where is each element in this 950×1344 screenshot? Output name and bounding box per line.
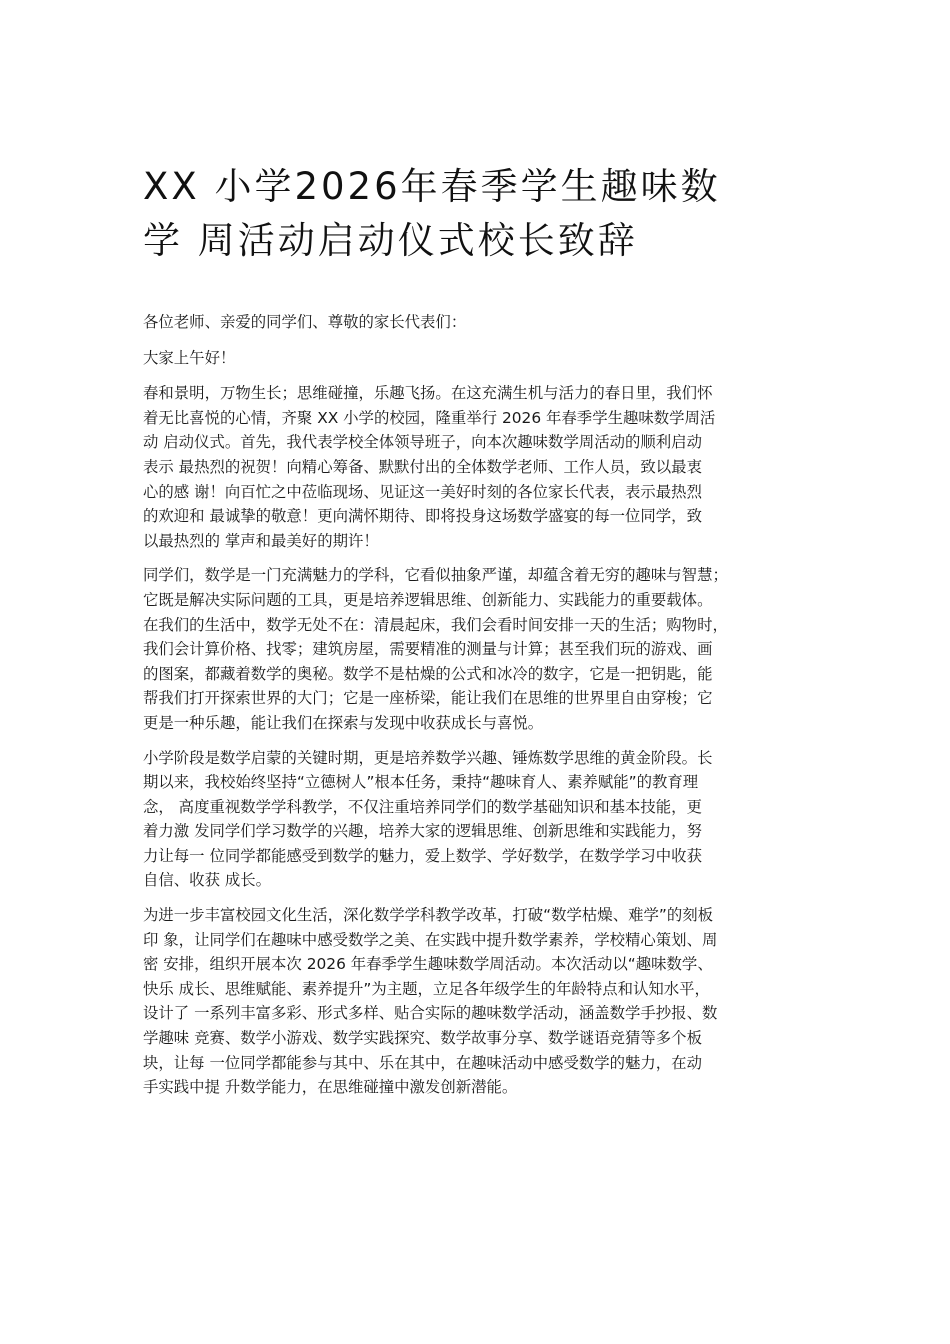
greeting bbox=[143, 346, 823, 371]
salutation bbox=[143, 310, 823, 335]
paragraph-line: 以最热烈的 掌声和最美好的期许！ bbox=[143, 531, 379, 550]
paragraph-line: 为进一步丰富校园文化生活，深化数学学科教学改革，打破“数学枯燥、难学”的刻板 bbox=[143, 906, 714, 925]
paragraph-line: 期以来，我校始终坚持“立德树人”根本任务，秉持“趣味育人、素养赋能”的教育理 bbox=[143, 773, 699, 792]
paragraph-line: 着力激 发同学们学习数学的兴趣，培养大家的逻辑思维、创新思维和实践能力，努 bbox=[143, 822, 702, 841]
paragraph-line: 心的感 谢！向百忙之中莅临现场、见证这一美好时刻的各位家长代表，表示最热烈 bbox=[143, 482, 702, 501]
paragraph-school-philosophy bbox=[143, 746, 823, 894]
paragraph-line: 在我们的生活中，数学无处不在：清晨起床，我们会看时间安排一天的生活；购物时， bbox=[143, 615, 728, 634]
paragraph-line: 表示 最热烈的祝贺！向精心筹备、默默付出的全体数学老师、工作人员，致以最衷 bbox=[143, 457, 702, 476]
title-line: XX 小学2026年春季学生趣味数 bbox=[143, 165, 721, 208]
paragraph-line: 同学们，数学是一门充满魅力的学科，它看似抽象严谨，却蕴含着无穷的趣味与智慧； bbox=[143, 566, 728, 585]
paragraph-math-charm bbox=[143, 563, 823, 735]
greeting-text: 大家上午好！ bbox=[143, 348, 236, 367]
paragraph-line: 动 启动仪式。首先，我代表学校全体领导班子，向本次趣味数学周活动的顺利启动 bbox=[143, 433, 702, 452]
paragraph-line: 的欢迎和 最诚挚的敬意！更向满怀期待、即将投身这场数学盛宴的每一位同学，致 bbox=[143, 507, 702, 526]
paragraph-line: 自信、收获 成长。 bbox=[143, 871, 272, 890]
paragraph-line: 春和景明，万物生长；思维碰撞，乐趣飞扬。在这充满生机与活力的春日里，我们怀 bbox=[143, 384, 713, 403]
paragraph-line: 密 安排，组织开展本次 2026 年春季学生趣味数学周活动。本次活动以“趣味数学、 bbox=[143, 955, 713, 974]
paragraph-line: 力让每一 位同学都能感受到数学的魅力，爱上数学、学好数学，在数学学习中收获 bbox=[143, 846, 702, 865]
paragraph-line: 小学阶段是数学启蒙的关键时期，更是培养数学兴趣、锤炼数学思维的黄金阶段。长 bbox=[143, 748, 713, 767]
paragraph-line: 设计了 一系列丰富多彩、形式多样、贴合实际的趣味数学活动，涵盖数学手抄报、数 bbox=[143, 1004, 718, 1023]
paragraph-activity-plan bbox=[143, 903, 823, 1100]
paragraph-line: 学趣味 竞赛、数学小游戏、数学实践探究、数学故事分享、数学谜语竞猜等多个板 bbox=[143, 1029, 702, 1048]
paragraph-opening bbox=[143, 381, 823, 553]
paragraph-line: 快乐 成长、思维赋能、素养提升”为主题，立足各年级学生的年龄特点和认知水平， bbox=[143, 979, 710, 998]
document-body bbox=[143, 310, 823, 1100]
paragraph-line: 块，让每 一位同学都能参与其中、乐在其中，在趣味活动中感受数学的魅力，在动 bbox=[143, 1053, 702, 1072]
paragraph-line: 我们会计算价格、找零；建筑房屋，需要精准的测量与计算；甚至我们玩的游戏、画 bbox=[143, 640, 713, 659]
paragraph-line: 念， 高度重视数学学科教学，不仅注重培养同学们的数学基础知识和基本技能，更 bbox=[143, 797, 702, 816]
title-line: 学 周活动启动仪式校长致辞 bbox=[143, 219, 638, 262]
document-title bbox=[143, 160, 823, 268]
salutation-text: 各位老师、亲爱的同学们、尊敬的家长代表们： bbox=[143, 313, 467, 331]
paragraph-line: 的图案，都藏着数学的奥秘。数学不是枯燥的公式和冰冷的数字，它是一把钥匙，能 bbox=[143, 664, 713, 683]
paragraph-line: 帮我们打开探索世界的大门；它是一座桥梁，能让我们在思维的世界里自由穿梭；它 bbox=[143, 689, 713, 708]
paragraph-line: 它既是解决实际问题的工具，更是培养逻辑思维、创新能力、实践能力的重要载体。 bbox=[143, 590, 713, 609]
paragraph-line: 印 象，让同学们在趣味中感受数学之美、在实践中提升数学素养，学校精心策划、周 bbox=[143, 930, 718, 949]
paragraph-line: 更是一种乐趣，能让我们在探索与发现中收获成长与喜悦。 bbox=[143, 713, 544, 732]
paragraph-line: 着无比喜悦的心情，齐聚 XX 小学的校园，隆重举行 2026 年春季学生趣味数学周活 bbox=[143, 408, 716, 427]
paragraph-line: 手实践中提 升数学能力，在思维碰撞中激发创新潜能。 bbox=[143, 1078, 518, 1097]
